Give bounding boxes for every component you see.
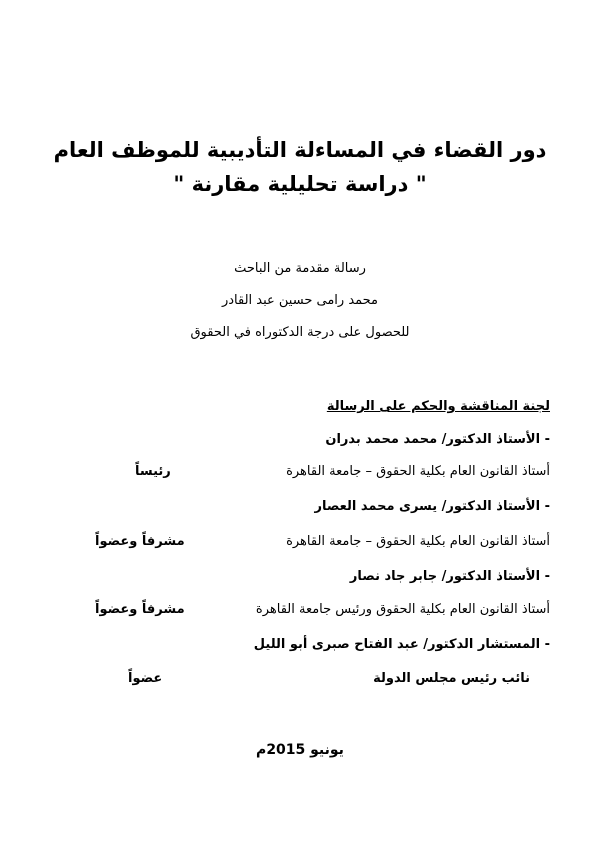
member-name: - الأستاذ الدكتور/ جابر جاد نصار: [349, 569, 550, 584]
member-title: أستاذ القانون العام بكلية الحقوق – جامعة القاهرة: [286, 464, 550, 479]
committee-heading: لجنة المناقشة والحكم على الرسالة: [326, 399, 550, 414]
member-role: عضواً: [128, 671, 163, 686]
member-name: - المستشار الدكتور/ عبد الفتاح صبرى أبو الليل: [253, 637, 550, 652]
member-name: - الأستاذ الدكتور/ يسرى محمد العصار: [314, 499, 550, 514]
thesis-subtitle: " دراسة تحليلية مقارنة ": [173, 172, 427, 196]
thesis-date: يونيو 2015م: [256, 742, 344, 758]
member-title: أستاذ القانون العام بكلية الحقوق – جامعة القاهرة: [286, 534, 550, 549]
member-title: أستاذ القانون العام بكلية الحقوق ورئيس جامعة القاهرة: [255, 602, 550, 617]
member-role: رئيساً: [135, 464, 171, 479]
researcher-name: محمد رامى حسين عبد القادر: [221, 293, 379, 308]
member-name: - الأستاذ الدكتور/ محمد محمد بدران: [325, 432, 550, 447]
thesis-title: دور القضاء في المساءلة التأديبية للموظف العام: [53, 138, 547, 162]
member-role: مشرفاً وعضواً: [95, 534, 185, 549]
member-role: مشرفاً وعضواً: [95, 602, 185, 617]
member-title: نائب رئيس مجلس الدولة: [373, 671, 530, 686]
presented-by: رسالة مقدمة من الباحث: [234, 261, 366, 276]
degree-purpose: للحصول على درجة الدكتوراه في الحقوق: [190, 325, 410, 340]
